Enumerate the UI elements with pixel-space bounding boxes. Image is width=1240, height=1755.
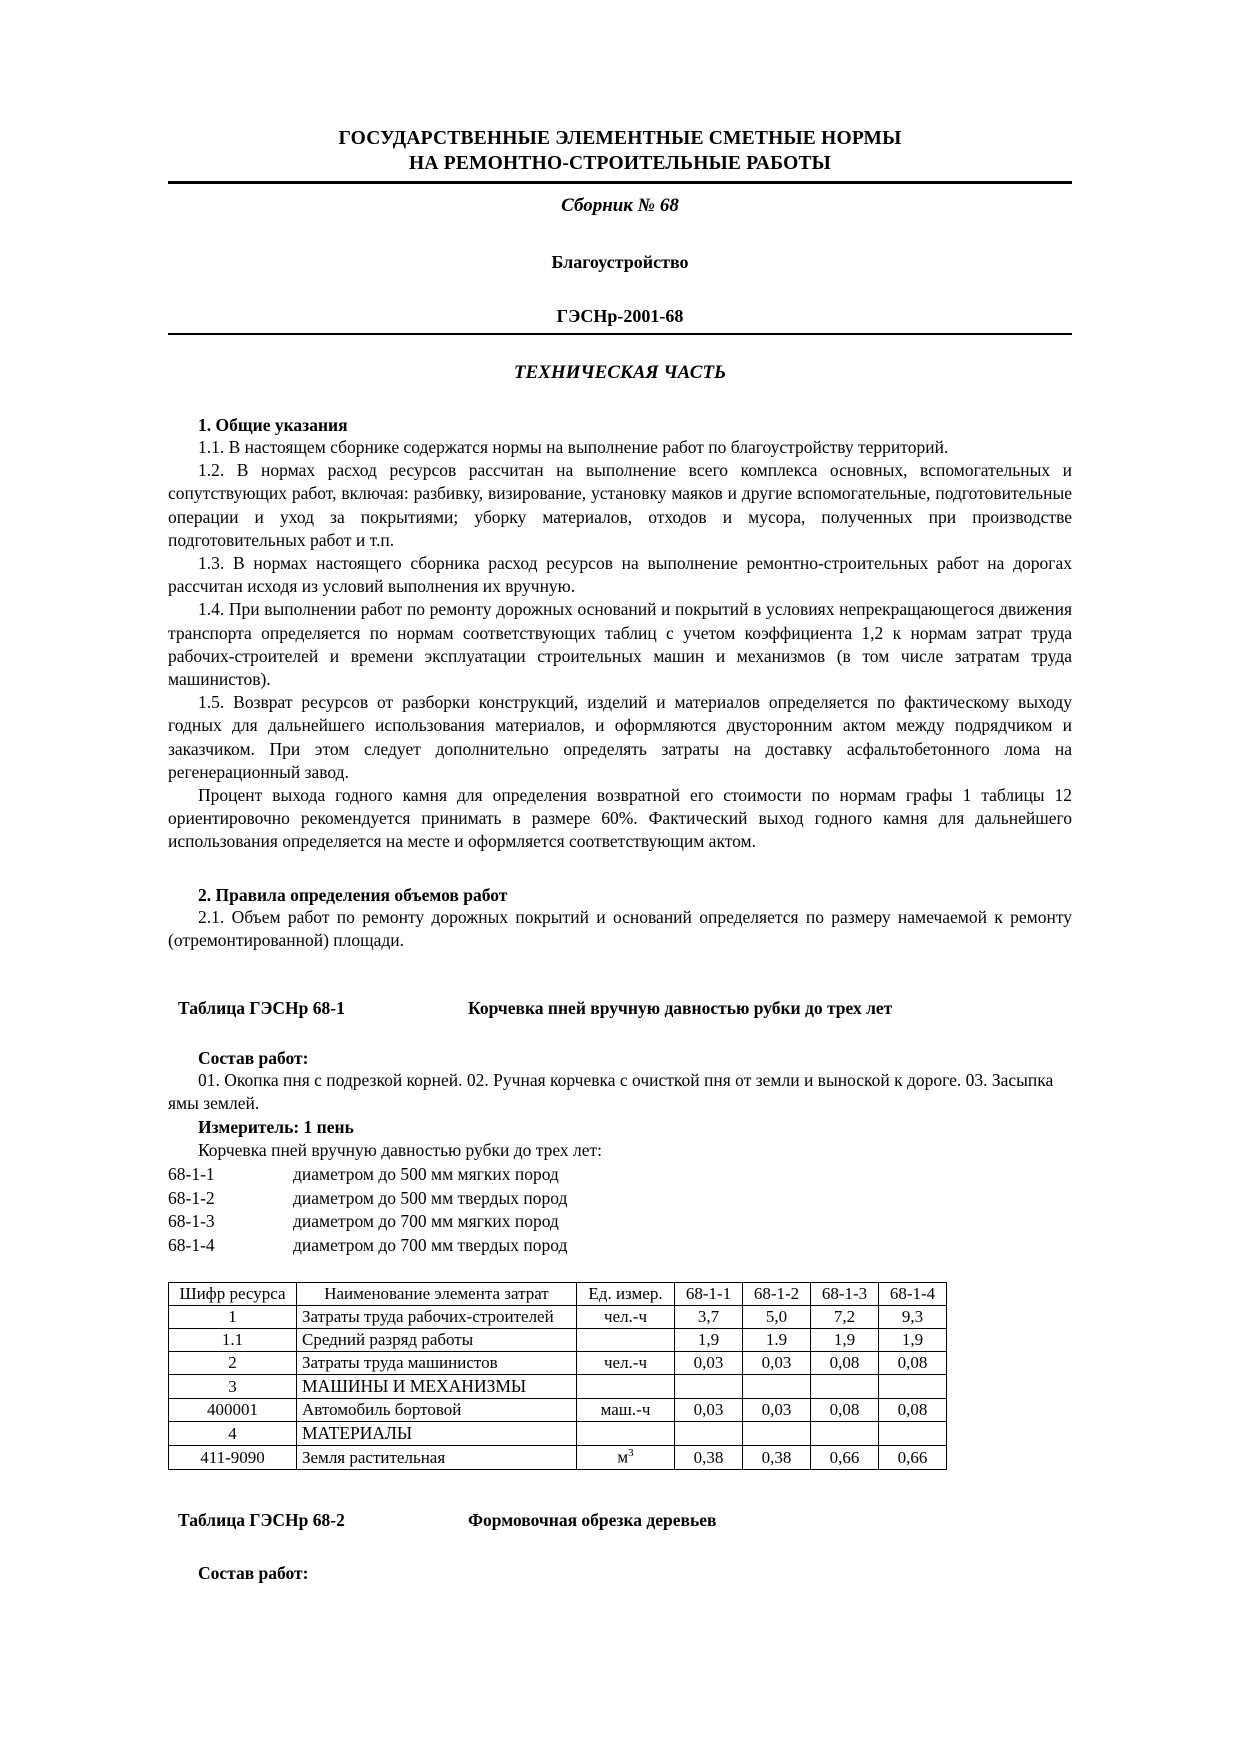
resource-code: 68-1-1 [168,1164,215,1185]
cell-value-3: 1,9 [811,1329,879,1352]
cell-value-1: 0,38 [675,1446,743,1470]
cell-shifr: 3 [169,1375,297,1399]
cell-shifr: 2 [169,1352,297,1375]
cell-shifr: 411-9090 [169,1446,297,1470]
column-header-68-1-2: 68-1-2 [743,1283,811,1306]
table-row [169,1306,947,1329]
table-68-1-heading [168,998,1072,1019]
table-row [169,1329,947,1352]
list-item [168,1210,1072,1234]
cell-value-4 [879,1422,947,1446]
list-item [168,1234,1072,1258]
resource-code: 68-1-4 [168,1234,215,1255]
cell-shifr: 4 [169,1422,297,1446]
cell-shifr: 1.1 [169,1329,297,1352]
table-row-group-materials [169,1422,947,1446]
resource-desc: диаметром до 700 мм твердых пород [293,1234,568,1255]
table-68-1-code-list [168,1163,1072,1257]
cell-value-4: 0,08 [879,1352,947,1375]
cell-value-2 [743,1375,811,1399]
cell-ed [577,1422,675,1446]
cell-value-4 [879,1375,947,1399]
table-row-group-machines [169,1375,947,1399]
header-divider-top [168,181,1072,184]
paragraph-1-3: 1.3. В нормах настоящего сборника расход ресурсов на выполнение ремонтно-строительных работ на дорогах рассчитан исходя из условий выполнения их вручную. [168,553,1072,597]
resource-code: 68-1-2 [168,1187,215,1208]
cell-value-4: 1,9 [879,1329,947,1352]
collection-subject: Благоустройство [551,252,689,272]
cell-ed: чел.-ч [577,1352,675,1375]
table-header-row [169,1283,947,1306]
table-68-1-sostav-text: 01. Окопка пня с подрезкой корней. 02. Ручная корчевка с очисткой пня от земли и выноской к дороге. 03. Засыпка ямы землей. [168,1070,1054,1114]
table-68-2-sostav-label: Состав работ: [198,1563,309,1584]
cell-shifr: 1 [169,1306,297,1329]
technical-part-heading: ТЕХНИЧЕСКАЯ ЧАСТЬ [513,362,727,383]
header-divider-bottom [168,333,1072,335]
cell-value-3: 7,2 [811,1306,879,1329]
column-header-name: Наименование элемента затрат [297,1283,577,1306]
cell-value-4: 9,3 [879,1306,947,1329]
cell-ed-m3: $м^3$ [577,1446,675,1470]
resource-desc: диаметром до 500 мм твердых пород [293,1187,568,1208]
cell-value-1 [675,1375,743,1399]
cell-ed [577,1375,675,1399]
cell-value-1: 0,03 [675,1399,743,1422]
table-68-1-sostav-label: Состав работ: [198,1048,309,1069]
paragraph-2-1: 2.1. Объем работ по ремонту дорожных покрытий и оснований определяется по размеру намечаемой к ремонту (отремонтированной) площади. [168,906,1072,950]
resource-desc: диаметром до 700 мм мягких пород [293,1211,559,1232]
document-title-line-2: НА РЕМОНТНО-СТРОИТЕЛЬНЫЕ РАБОТЫ [409,153,831,174]
cell-ed [577,1329,675,1352]
cell-value-2 [743,1422,811,1446]
cell-value-3: 0,08 [811,1352,879,1375]
column-header-68-1-1: 68-1-1 [675,1283,743,1306]
cell-name: Средний разряд работы [297,1329,577,1352]
cell-name: Автомобиль бортовой [297,1399,577,1422]
column-header-68-1-4: 68-1-4 [879,1283,947,1306]
cell-value-1: 1,9 [675,1329,743,1352]
cell-name: Земля растительная [297,1446,577,1470]
cell-value-1: 0,03 [675,1352,743,1375]
column-header-ed: Ед. измер. [577,1283,675,1306]
resource-desc: диаметром до 500 мм мягких пород [293,1164,559,1185]
paragraph-1-1: 1.1. В настоящем сборнике содержатся нормы на выполнение работ по благоустройству территорий. [198,437,949,457]
section-2-heading: 2. Правила определения объемов работ [198,884,508,905]
paragraph-1-6: Процент выхода годного камня для определения возвратной его стоимости по нормам графы 1 таблицы 12 ориентировочно рекомендуется принимать в размере 60%. Фактический выход годного камня для дальнейшего использования определяется на месте и оформляется соответствующим актом. [168,785,1072,852]
document-header [168,126,1072,176]
cell-value-1 [675,1422,743,1446]
table-row [169,1399,947,1422]
paragraph-1-4: 1.4. При выполнении работ по ремонту дорожных оснований и покрытий в условиях непрекращающегося движения транспорта определяется по нормам соответствующих таблиц с учетом коэффициента 1,2 к нормам затрат труда рабочих-строителей и времени эксплуатации строительных машин и механизмов (в том числе затратам труда машинистов). [168,599,1072,690]
cell-value-2: 0,38 [743,1446,811,1470]
table-68-1-name: Корчевка пней вручную давностью рубки до трех лет [468,998,893,1019]
document-title-line-1: ГОСУДАРСТВЕННЫЕ ЭЛЕМЕНТНЫЕ СМЕТНЫЕ НОРМЫ [338,128,902,149]
cell-group-title: МАТЕРИАЛЫ [297,1422,577,1446]
table-68-2-heading [168,1510,1072,1531]
cell-value-4: 0,66 [879,1446,947,1470]
cell-value-1: 3,7 [675,1306,743,1329]
cell-shifr: 400001 [169,1399,297,1422]
cell-name: Затраты труда машинистов [297,1352,577,1375]
cell-ed: маш.-ч [577,1399,675,1422]
cell-value-2: 1.9 [743,1329,811,1352]
cell-value-2: 5,0 [743,1306,811,1329]
paragraph-1-2: 1.2. В нормах расход ресурсов рассчитан на выполнение всего комплекса основных, вспомогательных и сопутствующих работ, включая: разбивку, визирование, установку маяков и другие вспомогательные, подготовительные операции и уход за покрытиями; уборку материалов, отходов и мусора, полученных при производстве подготовительных работ и т.п. [168,460,1072,550]
document-content [168,126,1072,1584]
column-header-68-1-3: 68-1-3 [811,1283,879,1306]
norms-table-68-1 [168,1282,947,1470]
list-item [168,1187,1072,1211]
paragraph-1-5: 1.5. Возврат ресурсов от разборки конструкций, изделий и материалов определяется по фактическому выходу годных для дальнейшего использования материалов, и оформляются двусторонним актом между подрядчиком и заказчиком. При этом следует дополнительно определять затраты на доставку асфальтобетонного лома на регенерационный завод. [168,692,1072,782]
list-item [168,1163,1072,1187]
cell-value-3 [811,1375,879,1399]
cell-name: Затраты труда рабочих-строителей [297,1306,577,1329]
collection-number: Сборник № 68 [561,195,679,216]
cell-value-3: 0,66 [811,1446,879,1470]
cell-value-3: 0,08 [811,1399,879,1422]
collection-code: ГЭСНр-2001-68 [556,306,684,326]
table-68-2-name: Формовочная обрезка деревьев [468,1510,717,1531]
section-1-heading: 1. Общие указания [198,415,348,435]
table-68-2-number: Таблица ГЭСНр 68-2 [178,1510,345,1531]
cell-ed: чел.-ч [577,1306,675,1329]
table-row [169,1446,947,1470]
table-68-1-izmeritel: Измеритель: 1 пень [198,1117,354,1138]
table-row [169,1352,947,1375]
table-68-1-lead-in: Корчевка пней вручную давностью рубки до трех лет: [198,1140,603,1161]
cell-group-title: МАШИНЫ И МЕХАНИЗМЫ [297,1375,577,1399]
cell-value-2: 0,03 [743,1352,811,1375]
resource-code: 68-1-3 [168,1211,215,1232]
cell-value-3 [811,1422,879,1446]
cell-value-2: 0,03 [743,1399,811,1422]
column-header-shifr: Шифр ресурса [169,1283,297,1306]
cell-value-4: 0,08 [879,1399,947,1422]
table-68-1-number: Таблица ГЭСНр 68-1 [178,998,345,1019]
